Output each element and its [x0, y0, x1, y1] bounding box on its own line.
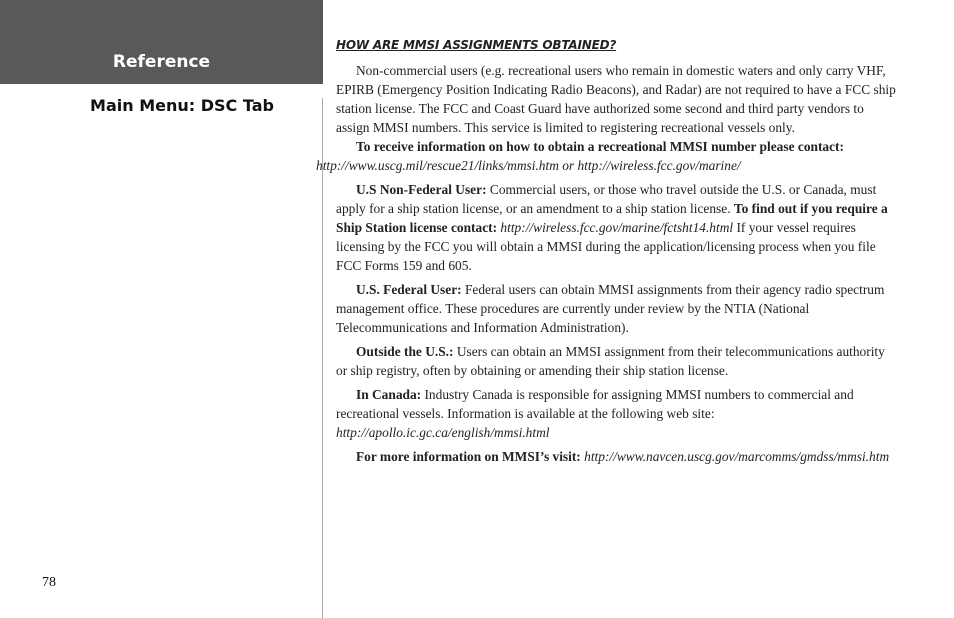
bold-lead: To find out if you require a Ship Station license contact:: [336, 201, 888, 235]
main-content: [316, 36, 898, 471]
section-title: Reference: [112, 52, 211, 72]
paragraph-outside-us: [336, 342, 898, 380]
section-header: [0, 0, 323, 84]
content-heading: HOW ARE MMSI ASSIGNMENTS OBTAINED?: [336, 38, 617, 52]
bold-lead: U.S. Federal User:: [356, 282, 462, 297]
paragraph-text: Federal users can obtain MMSI assignments from their agency radio spectrum management office. These procedures are currently under review by the NTIA (National Telecommunications and Information Administration).: [336, 282, 885, 335]
link-industry-canada[interactable]: http://apollo.ic.gc.ca/english/mmsi.html: [336, 425, 550, 440]
paragraph-text: Users can obtain an MMSI assignment from their telecommunications authority or ship registry, often by obtaining or amending their ship station license.: [336, 344, 885, 378]
page-number: 78: [42, 575, 56, 590]
bold-lead: Outside the U.S.:: [356, 344, 454, 359]
paragraph-text: Commercial users, or those who travel outside the U.S. or Canada, must apply for a ship station license, or an amendment to a ship station license.: [336, 182, 877, 216]
paragraph-text: If your vessel requires licensing by the FCC you will obtain a MMSI during the application/licensing process when you file FCC Forms 159 and 605.: [336, 220, 876, 273]
paragraph-non-federal: [336, 180, 898, 275]
paragraph-non-commercial: [336, 61, 898, 137]
bold-lead: U.S Non-Federal User:: [356, 182, 487, 197]
paragraph-canada: [336, 385, 898, 442]
column-divider: [322, 98, 323, 618]
paragraph-recreational-contact: [316, 137, 898, 175]
bold-lead: To receive information on how to obtain a recreational MMSI number please contact:: [356, 139, 844, 154]
paragraph-text: Non-commercial users (e.g. recreational users who remain in domestic waters and only carry VHF, EPIRB (Emergency Position Indicating Radio Beacons), and Radar) are not required to have a FCC ship station license. The FCC and Coast Guard have authorized some second and third party vendors to assign MMSI numbers. This service is limited to registering recreational vessels only.: [336, 63, 896, 135]
bold-lead: For more information on MMSI’s visit:: [356, 449, 581, 464]
page-subtitle: Main Menu: DSC Tab: [90, 96, 274, 115]
link-fcc-factsheet[interactable]: http://wireless.fcc.gov/marine/fctsht14.html: [500, 220, 734, 235]
bold-lead: In Canada:: [356, 387, 422, 402]
paragraph-federal: [336, 280, 898, 337]
paragraph-more-info: [336, 447, 898, 466]
link-navcen[interactable]: http://www.navcen.uscg.gov/marcomms/gmdss/mmsi.htm: [584, 449, 890, 464]
paragraph-text: Industry Canada is responsible for assigning MMSI numbers to commercial and recreational vessels. Information is available at the following web site:: [336, 387, 854, 421]
link-uscg-fcc[interactable]: http://www.uscg.mil/rescue21/links/mmsi.htm or http://wireless.fcc.gov/marine/: [316, 158, 741, 173]
